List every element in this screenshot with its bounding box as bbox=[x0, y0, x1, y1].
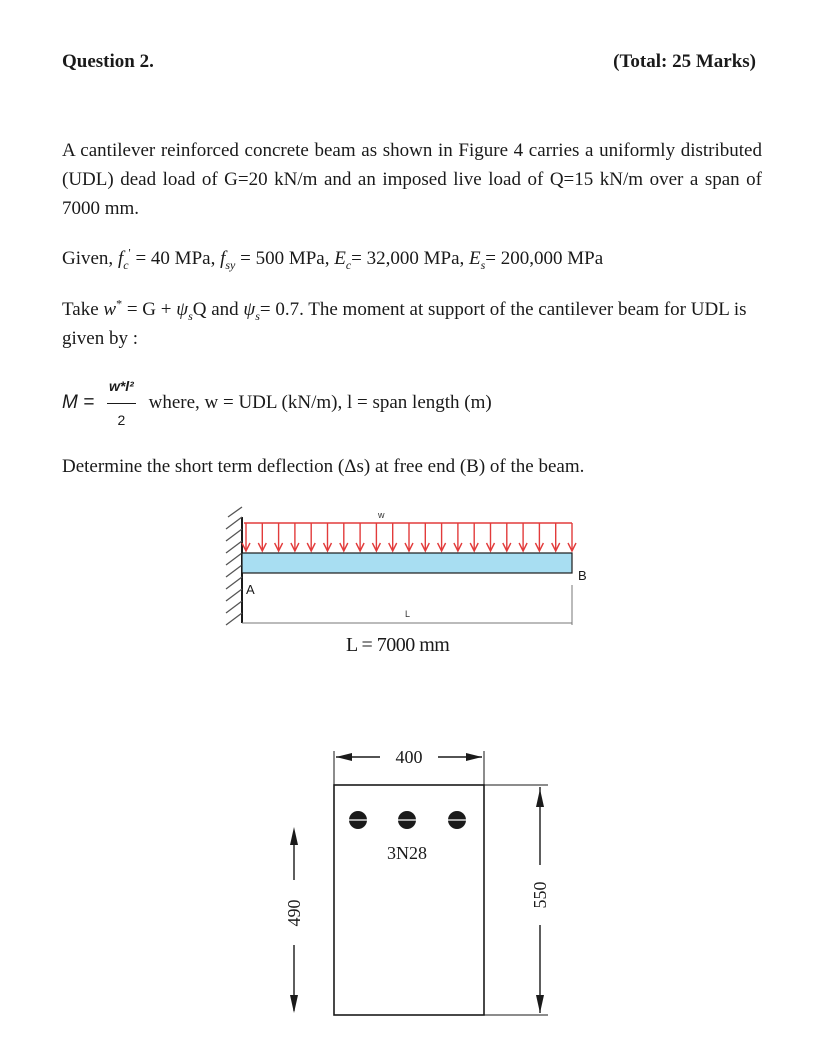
fsy-value: = 500 MPa, bbox=[235, 248, 335, 269]
total-depth-label: 550 bbox=[530, 881, 550, 909]
take-prefix: Take bbox=[62, 299, 104, 320]
depth-arrow-down-icon bbox=[536, 995, 544, 1013]
take-formula-end: Q and bbox=[192, 299, 244, 320]
width-arrow-left-icon bbox=[336, 753, 352, 761]
moment-where: where, w = UDL (kN/m), l = span length (m) bbox=[148, 391, 492, 413]
moment-lhs: M = bbox=[62, 391, 95, 413]
take-suffix: . The moment at support of the cantilever beam for UDL is given by : bbox=[62, 299, 747, 349]
eff-depth-arrow-up-icon bbox=[290, 827, 298, 845]
eff-depth-label: 490 bbox=[284, 899, 304, 927]
moment-fraction bbox=[107, 372, 136, 435]
take-formula-mid: = G + bbox=[122, 299, 177, 320]
ec-value: = 32,000 MPa, bbox=[351, 248, 470, 269]
take-paragraph: Take $w^* = G + \psi_sQ$ and $\psi_s= 0.7$. The moment at support of the cantilever beam for UDL is given by : bbox=[62, 296, 747, 349]
support-label-a: A bbox=[246, 582, 255, 597]
question-title: Question 2. bbox=[62, 51, 154, 72]
udl-load bbox=[242, 523, 576, 551]
section-figure bbox=[270, 735, 570, 1025]
end-label-b: B bbox=[578, 568, 587, 583]
given-prefix: Given, bbox=[62, 248, 118, 269]
moment-equation bbox=[62, 372, 492, 435]
fraction-numerator: w*l² bbox=[107, 372, 136, 404]
beam-body bbox=[242, 553, 572, 573]
task-text: Determine the short term deflection (Δs) at free end (B) of the beam. bbox=[62, 456, 585, 477]
fc-value: = 40 MPa, bbox=[130, 248, 221, 269]
width-arrow-right-icon bbox=[466, 753, 482, 761]
total-marks: (Total: 25 Marks) bbox=[613, 51, 756, 72]
span-length-text: L = 7000 mm bbox=[346, 634, 450, 656]
beam-figure bbox=[220, 505, 590, 635]
intro-paragraph: A cantilever reinforced concrete beam as shown in Figure 4 carries a uniformly distributed (UDL) dead load of G=20 kN/m and an imposed live load of Q=15 kN/m over a span of 7000 mm. bbox=[62, 140, 762, 219]
es-value: = 200,000 MPa bbox=[485, 248, 604, 269]
width-label: 400 bbox=[395, 747, 423, 767]
fraction-denominator: 2 bbox=[117, 412, 126, 428]
eff-depth-arrow-down-icon bbox=[290, 995, 298, 1013]
bars-label: 3N28 bbox=[387, 843, 427, 863]
span-label-l: L bbox=[405, 609, 411, 619]
fixed-support-hatch bbox=[226, 507, 242, 625]
depth-arrow-up-icon bbox=[536, 789, 544, 807]
psi-value: = 0.7 bbox=[259, 299, 300, 320]
given-line: Given, $f_c' = 40$ MPa, $f_{sy} = 500$ MPa, $E_c= 32,000$ MPa, $E_s= 200,000$ MPa bbox=[62, 245, 604, 272]
load-label: w bbox=[378, 510, 385, 520]
